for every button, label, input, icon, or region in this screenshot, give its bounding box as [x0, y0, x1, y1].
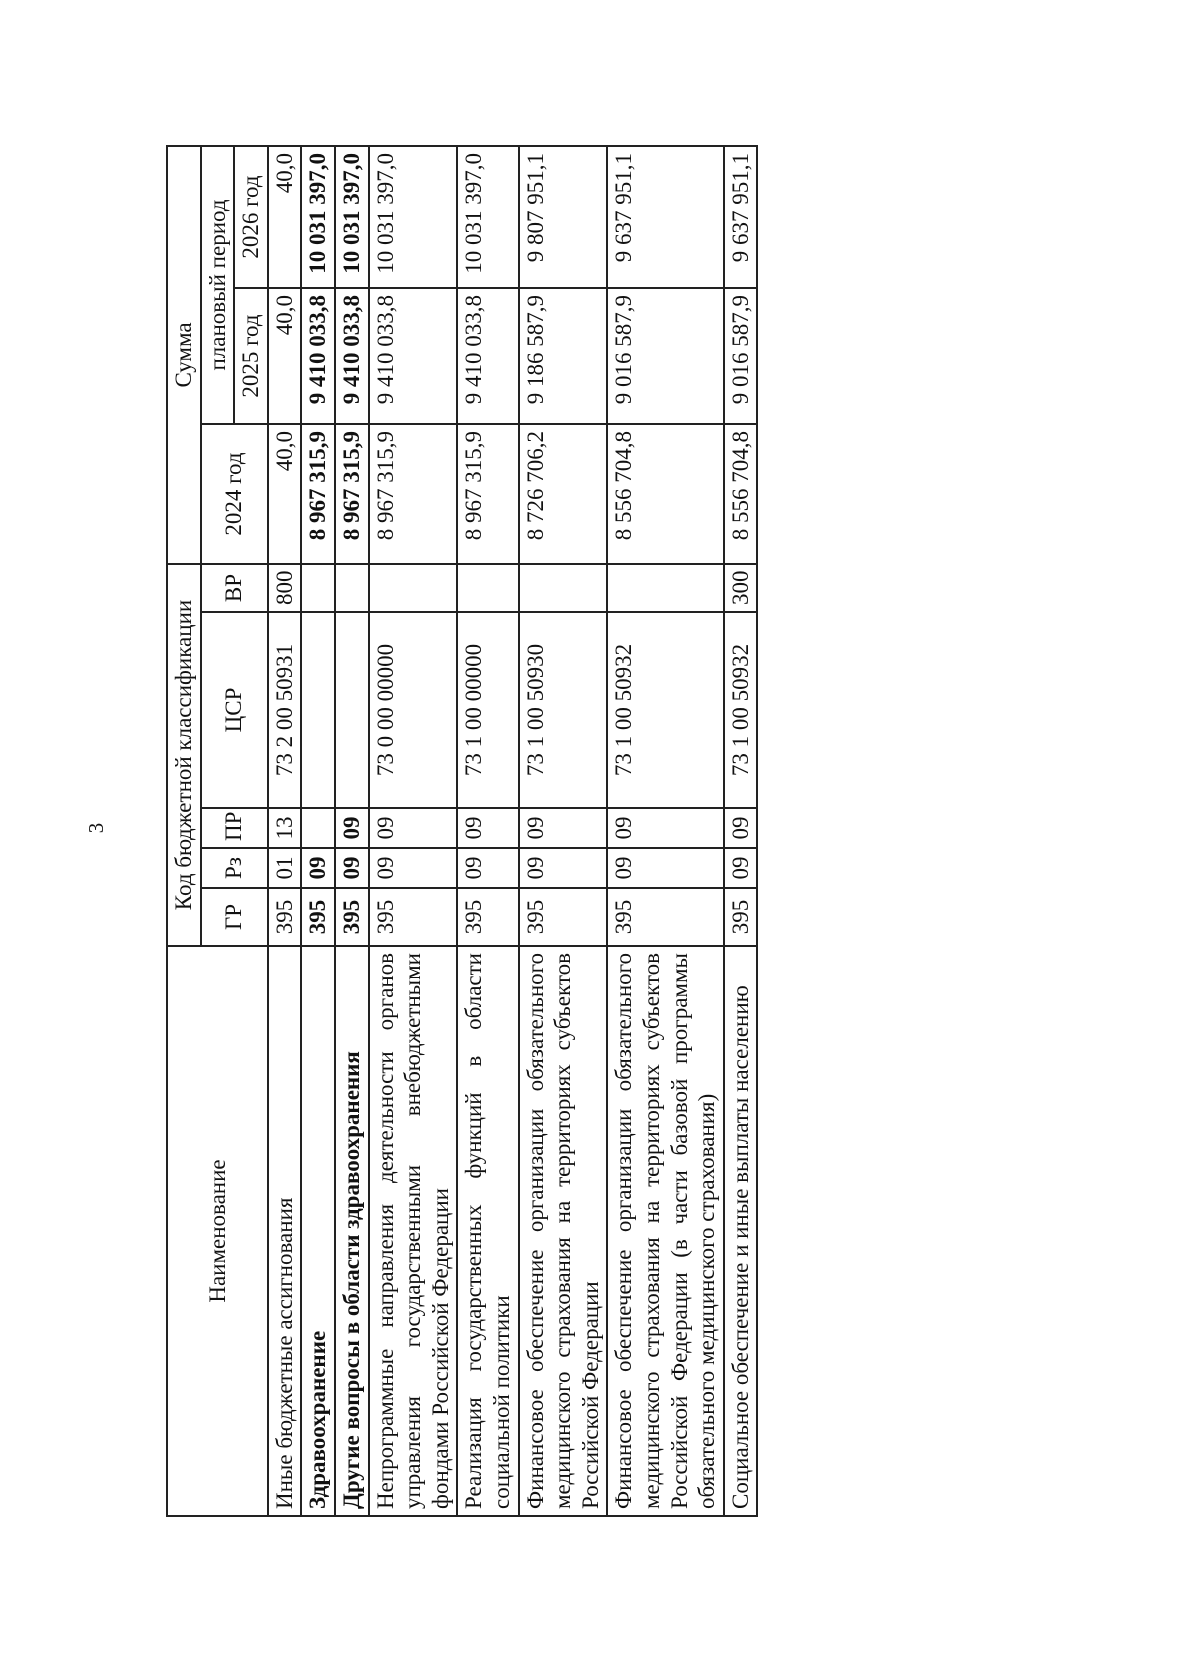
cell-name: Финансовое обеспечение организации обязательного медицинского страхования на территориях субъектов Российской Федерации	[519, 946, 608, 1516]
header-csr: ЦСР	[201, 612, 268, 808]
cell-name: Иные бюджетные ассигнования	[268, 946, 302, 1516]
header-planned-period: плановый период	[201, 146, 235, 424]
cell-sum-2026: 10 031 397,0	[457, 146, 518, 288]
header-2025: 2025 год	[234, 288, 268, 424]
cell-csr	[335, 612, 369, 808]
cell-csr: 73 0 00 00000	[369, 612, 458, 808]
cell-sum-2025: 9 016 587,9	[607, 288, 723, 424]
cell-rz: 09	[335, 848, 369, 888]
cell-name: Другие вопросы в области здравоохранения	[335, 946, 369, 1516]
cell-sum-2026: 40,0	[268, 146, 302, 288]
cell-pr: 09	[457, 808, 518, 848]
cell-gr: 395	[268, 888, 302, 946]
cell-rz: 01	[268, 848, 302, 888]
table-row	[724, 146, 758, 1516]
table-header	[167, 146, 268, 1516]
header-name: Наименование	[167, 946, 268, 1516]
cell-pr: 09	[724, 808, 758, 848]
header-vr: ВР	[201, 564, 268, 612]
cell-csr: 73 1 00 00000	[457, 612, 518, 808]
cell-vr: 800	[268, 564, 302, 612]
cell-pr: 09	[335, 808, 369, 848]
table-row	[335, 146, 369, 1516]
cell-name: Реализация государственных функций в области социальной политики	[457, 946, 518, 1516]
rotated-table-container	[166, 147, 944, 1517]
cell-sum-2024: 8 967 315,9	[335, 424, 369, 564]
cell-sum-2026: 9 807 951,1	[519, 146, 608, 288]
cell-sum-2026: 9 637 951,1	[607, 146, 723, 288]
cell-pr: 13	[268, 808, 302, 848]
cell-name: Социальное обеспечение и иные выплаты населению	[724, 946, 758, 1516]
cell-sum-2025: 9 016 587,9	[724, 288, 758, 424]
cell-gr: 395	[519, 888, 608, 946]
table-row	[607, 146, 723, 1516]
cell-sum-2024: 8 726 706,2	[519, 424, 608, 564]
cell-csr: 73 1 00 50930	[519, 612, 608, 808]
cell-sum-2024: 8 967 315,9	[301, 424, 335, 564]
table-row	[268, 146, 302, 1516]
header-2026: 2026 год	[234, 146, 268, 288]
cell-csr: 73 1 00 50932	[607, 612, 723, 808]
header-gr: ГР	[201, 888, 268, 946]
cell-sum-2025: 9 410 033,8	[301, 288, 335, 424]
cell-sum-2026: 10 031 397,0	[301, 146, 335, 288]
cell-sum-2025: 9 410 033,8	[369, 288, 458, 424]
header-sum-group: Сумма	[167, 146, 201, 564]
cell-rz: 09	[457, 848, 518, 888]
cell-sum-2024: 40,0	[268, 424, 302, 564]
header-rz: Рз	[201, 848, 268, 888]
cell-name: Непрограммные направления деятельности органов управления государственными внебюджетными фондами Российской Федерации	[369, 946, 458, 1516]
cell-vr: 300	[724, 564, 758, 612]
cell-gr: 395	[457, 888, 518, 946]
cell-name: Здравоохранение	[301, 946, 335, 1516]
cell-sum-2026: 10 031 397,0	[335, 146, 369, 288]
cell-csr: 73 1 00 50932	[724, 612, 758, 808]
cell-rz: 09	[724, 848, 758, 888]
cell-pr: 09	[607, 808, 723, 848]
page-number: 3	[84, 822, 108, 834]
table-row	[457, 146, 518, 1516]
cell-sum-2024: 8 967 315,9	[457, 424, 518, 564]
table-row	[301, 146, 335, 1516]
cell-sum-2024: 8 556 704,8	[724, 424, 758, 564]
cell-gr: 395	[724, 888, 758, 946]
cell-pr	[301, 808, 335, 848]
budget-table	[166, 145, 758, 1517]
cell-vr	[369, 564, 458, 612]
cell-rz: 09	[369, 848, 458, 888]
cell-gr: 395	[369, 888, 458, 946]
cell-pr: 09	[519, 808, 608, 848]
cell-csr	[301, 612, 335, 808]
cell-gr: 395	[335, 888, 369, 946]
table-row	[369, 146, 458, 1516]
cell-sum-2026: 9 637 951,1	[724, 146, 758, 288]
cell-csr: 73 2 00 50931	[268, 612, 302, 808]
cell-sum-2025: 9 186 587,9	[519, 288, 608, 424]
header-code-group: Код бюджетной классификации	[167, 564, 201, 946]
cell-sum-2025: 40,0	[268, 288, 302, 424]
cell-name: Финансовое обеспечение организации обязательного медицинского страхования на территориях субъектов Российской Федерации (в части базовой программы обязательного медицинского страхования)	[607, 946, 723, 1516]
table-row	[519, 146, 608, 1516]
table-body	[268, 146, 758, 1516]
cell-vr	[335, 564, 369, 612]
cell-vr	[457, 564, 518, 612]
cell-sum-2025: 9 410 033,8	[457, 288, 518, 424]
header-2024: 2024 год	[201, 424, 268, 564]
cell-vr	[519, 564, 608, 612]
header-pr: ПР	[201, 808, 268, 848]
cell-rz: 09	[301, 848, 335, 888]
cell-pr: 09	[369, 808, 458, 848]
cell-vr	[301, 564, 335, 612]
cell-sum-2024: 8 967 315,9	[369, 424, 458, 564]
cell-gr: 395	[607, 888, 723, 946]
cell-sum-2026: 10 031 397,0	[369, 146, 458, 288]
cell-vr	[607, 564, 723, 612]
cell-rz: 09	[519, 848, 608, 888]
cell-sum-2024: 8 556 704,8	[607, 424, 723, 564]
cell-rz: 09	[607, 848, 723, 888]
cell-gr: 395	[301, 888, 335, 946]
cell-sum-2025: 9 410 033,8	[335, 288, 369, 424]
